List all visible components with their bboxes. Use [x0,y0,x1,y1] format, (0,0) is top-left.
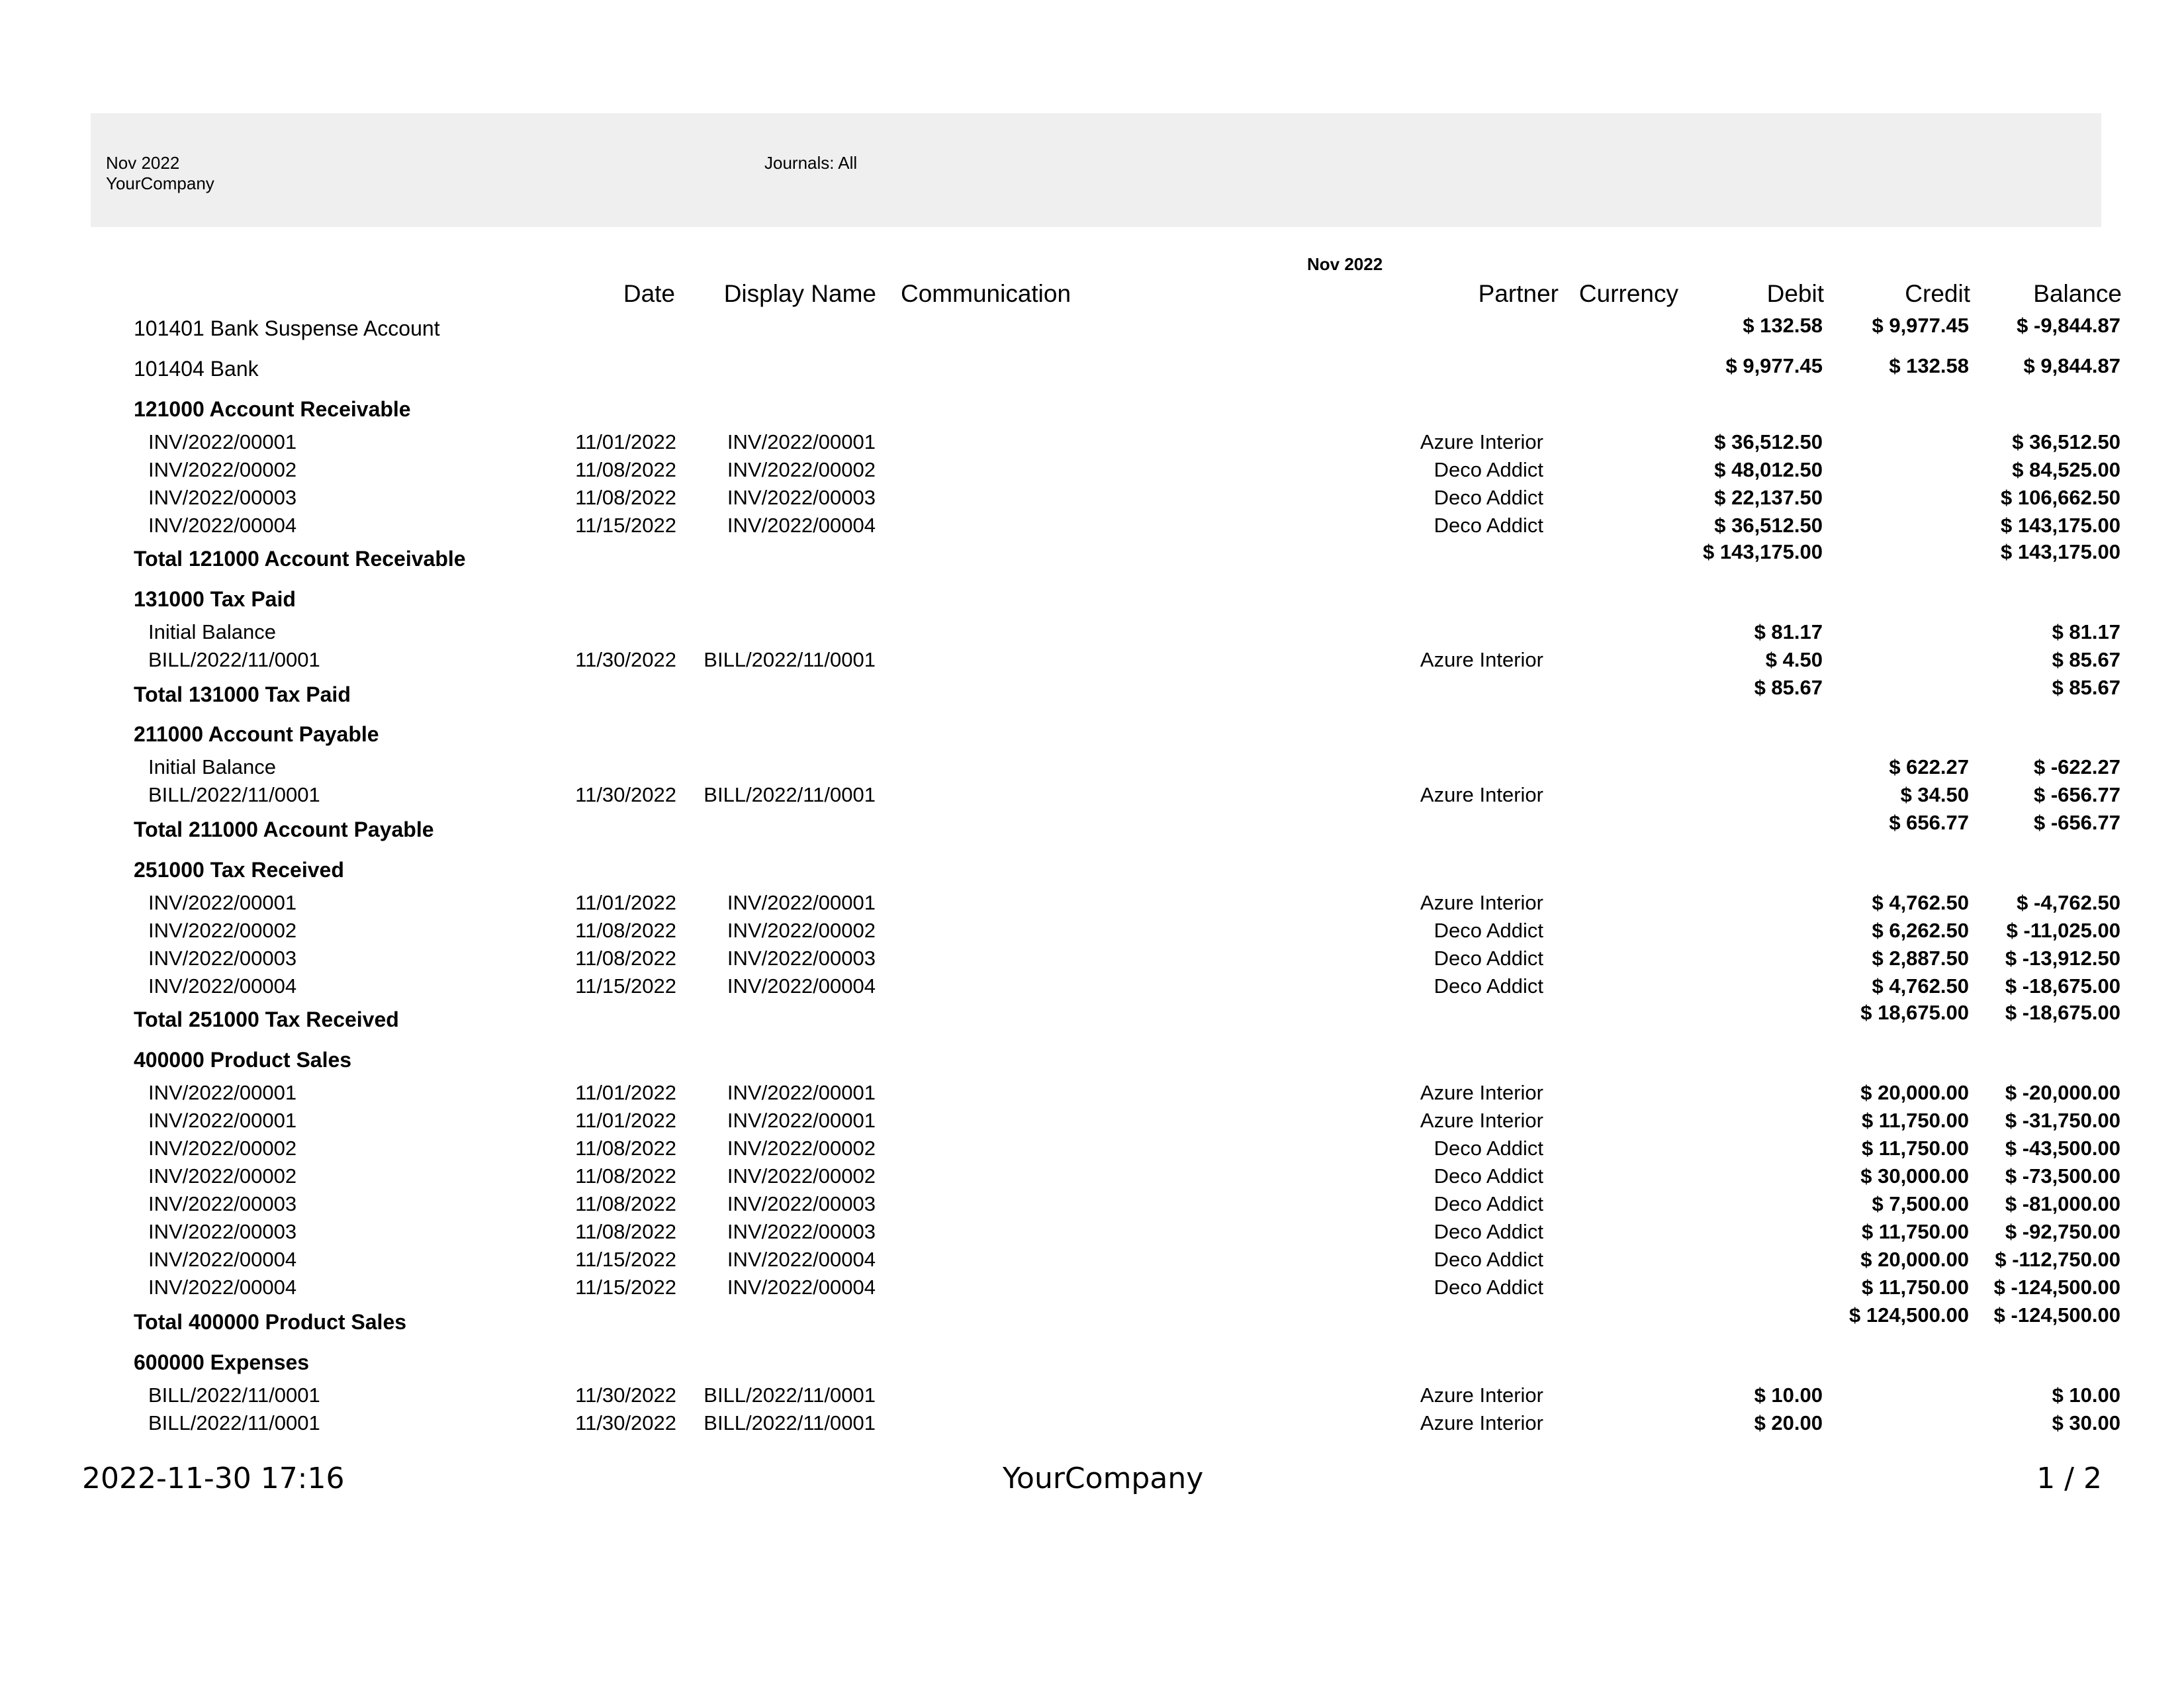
journal-entry-name[interactable]: BILL/2022/11/0001 [148,1383,320,1407]
period-label: Nov 2022 [106,153,180,173]
journal-entry-name[interactable]: INV/2022/00002 [148,458,297,481]
entry-partner: Deco Addict [1433,458,1543,481]
entry-date: 11/01/2022 [575,1081,676,1104]
credit-amount: $ 11,750.00 [1861,1220,1969,1243]
entry-display-name: INV/2022/00002 [727,919,876,942]
debit-amount: $ 36,512.50 [1714,430,1823,453]
entry-display-name: INV/2022/00001 [727,1081,876,1104]
journal-entry-name[interactable]: INV/2022/00001 [148,1109,297,1132]
entry-display-name: INV/2022/00001 [727,891,876,914]
credit-amount: $ 30,000.00 [1860,1164,1969,1188]
entry-date: 11/15/2022 [575,514,676,537]
journal-entry-name[interactable]: INV/2022/00003 [148,947,297,970]
company-label: YourCompany [106,173,214,193]
journal-entry-name[interactable]: INV/2022/00001 [148,891,297,914]
entry-partner: Deco Addict [1433,1220,1543,1243]
entry-display-name: INV/2022/00002 [727,1137,876,1160]
journal-entry-name[interactable]: Initial Balance [148,755,277,778]
debit-amount: $ 132.58 [1743,314,1823,337]
debit-amount: $ 9,977.45 [1725,354,1823,377]
entry-date: 11/08/2022 [575,1220,676,1243]
entry-display-name: INV/2022/00001 [727,1109,876,1132]
balance-amount: $ 36,512.50 [2012,430,2120,453]
journal-entry-name[interactable]: Initial Balance [148,620,277,643]
credit-amount: $ 124,500.00 [1848,1303,1969,1327]
credit-amount: $ 622.27 [1889,755,1969,778]
debit-amount: $ 4.50 [1765,648,1823,671]
entry-date: 11/30/2022 [575,1383,676,1407]
balance-amount: $ 143,175.00 [2000,514,2120,537]
column-header-currency: Currency [1578,280,1678,307]
credit-amount: $ 132.58 [1889,354,1969,377]
balance-amount: $ 81.17 [2052,620,2120,643]
debit-amount: $ 10.00 [1754,1383,1823,1407]
entry-partner: Deco Addict [1433,486,1543,509]
column-header-debit: Debit [1766,280,1824,307]
journal-entry-name[interactable]: INV/2022/00002 [148,1164,297,1188]
credit-amount: $ 11,750.00 [1861,1276,1969,1299]
balance-amount: $ -4,762.50 [2017,891,2120,914]
entry-display-name: INV/2022/00004 [727,1276,876,1299]
entry-partner: Azure Interior [1420,430,1543,453]
entry-display-name: INV/2022/00003 [727,486,876,509]
entry-date: 11/08/2022 [575,1192,676,1215]
debit-amount: $ 22,137.50 [1714,486,1823,509]
balance-amount: $ 106,662.50 [2000,486,2120,509]
balance-amount: $ -11,025.00 [2006,919,2120,942]
column-header-credit: Credit [1905,280,1970,307]
account-group-header: 251000 Tax Received [134,858,344,882]
entry-date: 11/08/2022 [575,947,676,970]
balance-amount: $ -656.77 [2034,811,2120,834]
journal-entry-name[interactable]: INV/2022/00001 [148,1081,297,1104]
footer-company-name: YourCompany [1003,1462,1204,1495]
entry-display-name: INV/2022/00004 [727,974,876,998]
account-total-label: Total 121000 Account Receivable [134,547,466,571]
balance-amount: $ -18,675.00 [2005,1001,2120,1024]
balance-amount: $ -43,500.00 [2005,1137,2120,1160]
credit-amount: $ 4,762.50 [1872,974,1969,998]
balance-amount: $ -622.27 [2034,755,2120,778]
entry-partner: Deco Addict [1433,974,1543,998]
debit-amount: $ 48,012.50 [1714,458,1823,481]
balance-amount: $ -18,675.00 [2005,974,2120,998]
debit-amount: $ 36,512.50 [1714,514,1823,537]
entry-partner: Deco Addict [1433,919,1543,942]
credit-amount: $ 34.50 [1900,783,1969,806]
entry-display-name: BILL/2022/11/0001 [704,783,876,806]
credit-amount: $ 7,500.00 [1872,1192,1969,1215]
credit-amount: $ 2,887.50 [1872,947,1969,970]
debit-amount: $ 85.67 [1754,676,1823,699]
balance-amount: $ -9,844.87 [2017,314,2120,337]
credit-amount: $ 11,750.00 [1861,1137,1969,1160]
balance-amount: $ 10.00 [2052,1383,2120,1407]
balance-amount: $ 84,525.00 [2012,458,2120,481]
entry-date: 11/30/2022 [575,783,676,806]
debit-amount: $ 81.17 [1754,620,1823,643]
entry-date: 11/08/2022 [575,486,676,509]
credit-amount: $ 11,750.00 [1861,1109,1969,1132]
credit-amount: $ 4,762.50 [1872,891,1969,914]
entry-date: 11/15/2022 [575,1276,676,1299]
column-header-display-name: Display Name [723,280,876,307]
entry-partner: Deco Addict [1433,1164,1543,1188]
account-total-label: Total 211000 Account Payable [134,818,434,841]
account-total-label: Total 131000 Tax Paid [134,682,351,706]
journal-entry-name[interactable]: INV/2022/00004 [148,514,297,537]
journal-entry-name[interactable]: INV/2022/00002 [148,1137,297,1160]
entry-partner: Azure Interior [1420,1411,1543,1434]
balance-amount: $ 85.67 [2052,676,2120,699]
column-header-communication: Communication [901,280,1071,307]
journal-entry-name[interactable]: BILL/2022/11/0001 [148,783,320,806]
balance-amount: $ 143,175.00 [2000,540,2120,563]
entry-display-name: BILL/2022/11/0001 [704,1411,876,1434]
account-name: 101404 Bank [134,357,259,381]
debit-amount: $ 143,175.00 [1702,540,1823,563]
page-number: 1 / 2 [2036,1462,2102,1495]
balance-amount: $ 9,844.87 [2023,354,2120,377]
account-total-label: Total 400000 Product Sales [134,1310,407,1334]
journal-entry-name[interactable]: BILL/2022/11/0001 [148,1411,320,1434]
entry-display-name: INV/2022/00003 [727,1220,876,1243]
entry-date: 11/30/2022 [575,648,676,671]
entry-display-name: INV/2022/00002 [727,1164,876,1188]
entry-date: 11/08/2022 [575,1137,676,1160]
entry-display-name: INV/2022/00004 [727,1248,876,1271]
period-column-heading: Nov 2022 [1307,254,1383,274]
balance-amount: $ -124,500.00 [1993,1276,2120,1299]
column-header-balance: Balance [2033,280,2122,307]
entry-partner: Deco Addict [1433,947,1543,970]
entry-partner: Deco Addict [1433,1276,1543,1299]
credit-amount: $ 20,000.00 [1860,1248,1969,1271]
entry-date: 11/01/2022 [575,1109,676,1132]
entry-date: 11/15/2022 [575,974,676,998]
column-header-partner: Partner [1478,280,1559,307]
entry-display-name: INV/2022/00001 [727,430,876,453]
entry-date: 11/08/2022 [575,919,676,942]
entry-display-name: BILL/2022/11/0001 [704,1383,876,1407]
journal-entry-name[interactable]: INV/2022/00004 [148,1276,297,1299]
balance-amount: $ -31,750.00 [2005,1109,2120,1132]
entry-display-name: INV/2022/00004 [727,514,876,537]
entry-partner: Deco Addict [1433,1248,1543,1271]
entry-date: 11/01/2022 [575,430,676,453]
debit-amount: $ 20.00 [1754,1411,1823,1434]
entry-date: 11/01/2022 [575,891,676,914]
journal-entry-name[interactable]: INV/2022/00003 [148,1192,297,1215]
credit-amount: $ 9,977.45 [1872,314,1969,337]
balance-amount: $ -73,500.00 [2005,1164,2120,1188]
balance-amount: $ -81,000.00 [2005,1192,2120,1215]
entry-partner: Deco Addict [1433,1137,1543,1160]
journal-entry-name[interactable]: INV/2022/00002 [148,919,297,942]
entry-partner: Azure Interior [1420,1109,1543,1132]
account-group-header: 121000 Account Receivable [134,397,411,421]
column-header-date: Date [623,280,675,307]
entry-display-name: INV/2022/00003 [727,1192,876,1215]
entry-date: 11/15/2022 [575,1248,676,1271]
journal-entry-name[interactable]: INV/2022/00001 [148,430,297,453]
journal-entry-name[interactable]: INV/2022/00003 [148,486,297,509]
entry-partner: Deco Addict [1433,1192,1543,1215]
journal-entry-name[interactable]: INV/2022/00004 [148,1248,297,1271]
account-group-header: 600000 Expenses [134,1350,310,1374]
journals-filter-label: Journals: All [764,153,858,173]
credit-amount: $ 6,262.50 [1872,919,1969,942]
journal-entry-name[interactable]: INV/2022/00003 [148,1220,297,1243]
balance-amount: $ -656.77 [2034,783,2120,806]
balance-amount: $ -20,000.00 [2005,1081,2120,1104]
entry-partner: Azure Interior [1420,1383,1543,1407]
entry-date: 11/30/2022 [575,1411,676,1434]
entry-partner: Azure Interior [1420,783,1543,806]
entry-date: 11/08/2022 [575,1164,676,1188]
balance-amount: $ -13,912.50 [2005,947,2120,970]
balance-amount: $ -112,750.00 [1995,1248,2120,1271]
entry-partner: Azure Interior [1420,891,1543,914]
journal-entry-name[interactable]: BILL/2022/11/0001 [148,648,320,671]
balance-amount: $ -124,500.00 [1993,1303,2120,1327]
credit-amount: $ 18,675.00 [1860,1001,1969,1024]
credit-amount: $ 20,000.00 [1860,1081,1969,1104]
account-name: 101401 Bank Suspense Account [134,316,440,340]
entry-display-name: BILL/2022/11/0001 [704,648,876,671]
entry-display-name: INV/2022/00002 [727,458,876,481]
credit-amount: $ 656.77 [1889,811,1969,834]
account-group-header: 400000 Product Sales [134,1048,352,1072]
account-group-header: 211000 Account Payable [134,722,379,746]
balance-amount: $ -92,750.00 [2005,1220,2120,1243]
entry-display-name: INV/2022/00003 [727,947,876,970]
entry-date: 11/08/2022 [575,458,676,481]
journal-entry-name[interactable]: INV/2022/00004 [148,974,297,998]
print-timestamp: 2022-11-30 17:16 [82,1462,345,1495]
account-total-label: Total 251000 Tax Received [134,1008,399,1031]
balance-amount: $ 30.00 [2052,1411,2120,1434]
entry-partner: Deco Addict [1433,514,1543,537]
balance-amount: $ 85.67 [2052,648,2120,671]
entry-partner: Azure Interior [1420,648,1543,671]
account-group-header: 131000 Tax Paid [134,587,296,611]
entry-partner: Azure Interior [1420,1081,1543,1104]
